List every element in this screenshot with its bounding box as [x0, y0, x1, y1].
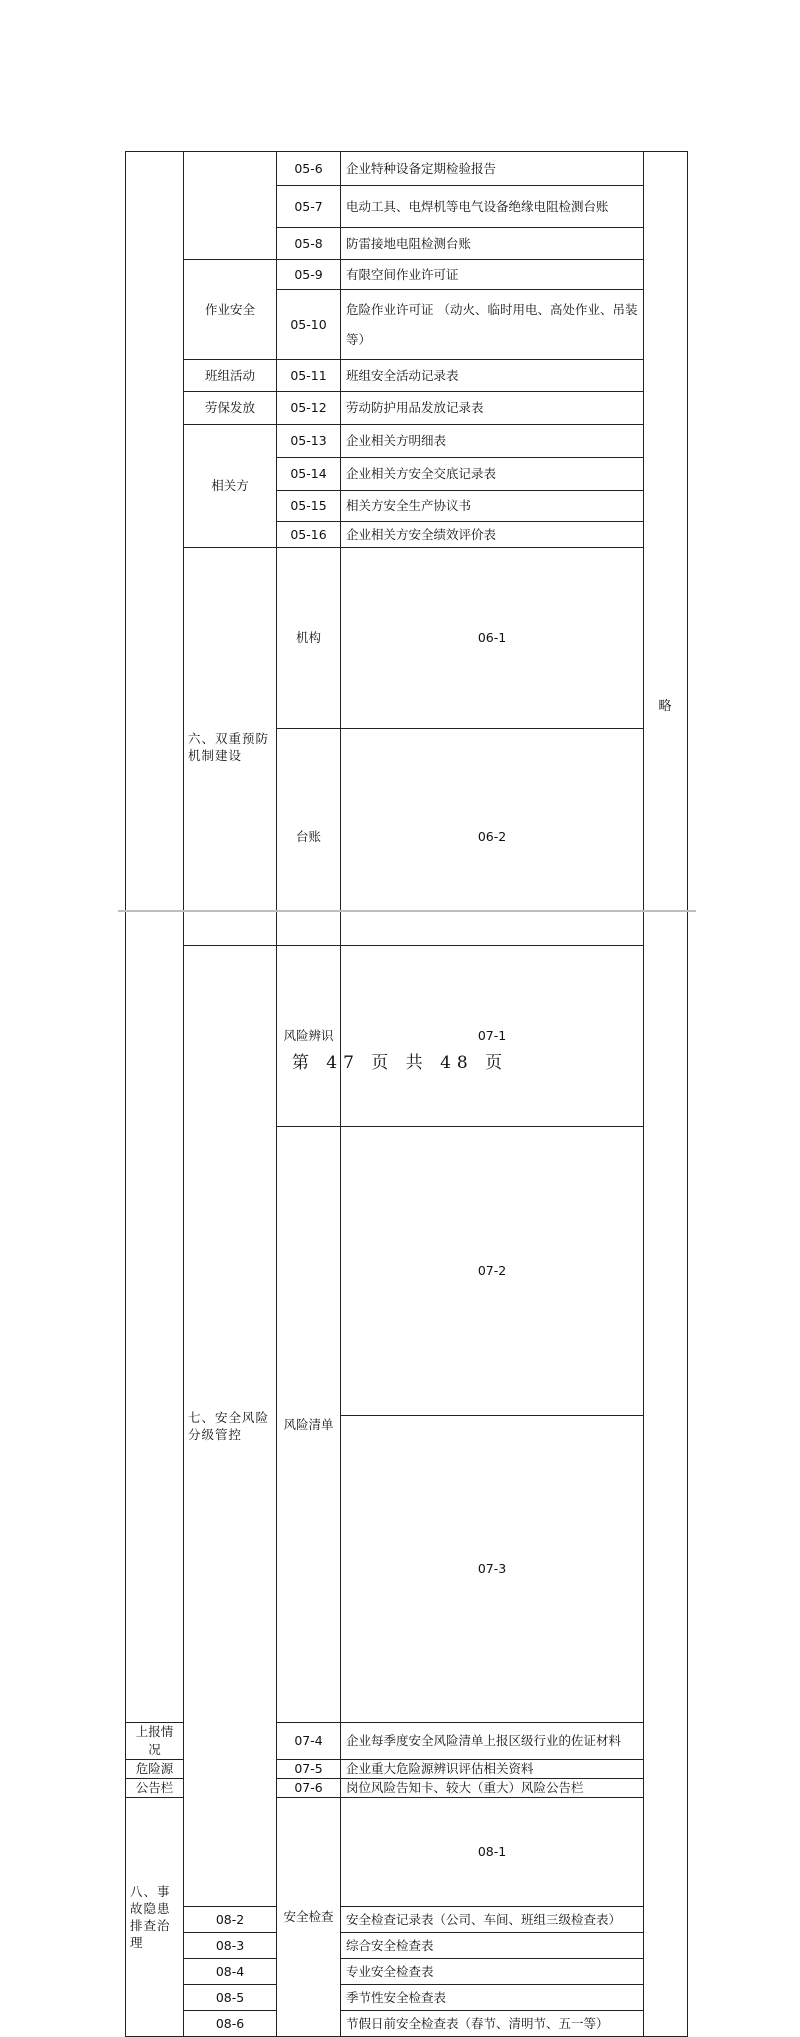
document-table	[125, 151, 688, 2037]
item-name: 危险作业许可证 （动火、临时用电、高处作业、吊装等）	[341, 290, 644, 360]
item-name: 企业相关方安全绩效评价表	[341, 522, 644, 548]
table-row	[126, 152, 688, 186]
item-code: 07-5	[277, 1760, 341, 1779]
item-code: 08-1	[341, 1798, 644, 1907]
subcategory-work-safety: 作业安全	[184, 260, 277, 360]
subcategory-team-activity: 班组活动	[184, 360, 277, 392]
item-code: 05-8	[277, 228, 341, 260]
item-name: 季节性安全检查表	[341, 1985, 644, 2011]
item-name: 劳动防护用品发放记录表	[341, 392, 644, 425]
item-name: 电动工具、电焊机等电气设备绝缘电阻检测台账	[341, 186, 644, 228]
subcategory-ledger: 台账	[277, 729, 341, 946]
item-name: 企业重大危险源辨识评估相关资料	[341, 1760, 644, 1779]
table-row	[126, 548, 688, 729]
item-code: 08-4	[184, 1959, 277, 1985]
subcategory-hazard-source: 危险源	[126, 1760, 184, 1779]
item-code: 05-15	[277, 491, 341, 522]
item-code: 05-12	[277, 392, 341, 425]
subcategory-ppe-issue: 劳保发放	[184, 392, 277, 425]
scan-edge-line	[118, 910, 696, 912]
item-code: 07-3	[341, 1416, 644, 1723]
item-name: 有限空间作业许可证	[341, 260, 644, 290]
item-code: 08-5	[184, 1985, 277, 2011]
item-code: 05-16	[277, 522, 341, 548]
category-dual-prevention: 六、双重预防机制建设	[184, 548, 277, 946]
item-code: 05-11	[277, 360, 341, 392]
note-cell	[644, 152, 688, 2037]
table-row	[126, 2011, 688, 2037]
subcategory-risk-identification: 风险辨识	[277, 946, 341, 1127]
item-name: 企业每季度安全风险清单上报区级行业的佐证材料	[341, 1723, 644, 1760]
item-code: 06-1	[341, 548, 644, 729]
category-hazard-management: 八、事故隐患排查治理	[126, 1798, 184, 2037]
item-code: 07-6	[277, 1779, 341, 1798]
item-code: 07-1	[341, 946, 644, 1127]
item-code: 06-2	[341, 729, 644, 946]
item-code: 07-4	[277, 1723, 341, 1760]
item-code: 07-2	[341, 1127, 644, 1416]
item-name: 相关方安全生产协议书	[341, 491, 644, 522]
note-text: 略	[658, 699, 672, 714]
table-row	[126, 360, 688, 392]
table-row	[126, 425, 688, 458]
table-row	[126, 946, 688, 1127]
table-row	[126, 392, 688, 425]
item-name: 安全检查记录表（公司、车间、班组三级检查表）	[341, 1907, 644, 1933]
item-code: 08-6	[184, 2011, 277, 2037]
subcategory-related-party: 相关方	[184, 425, 277, 548]
item-name: 节假日前安全检查表（春节、清明节、五一等）	[341, 2011, 644, 2037]
category-risk-control: 七、安全风险分级管控	[184, 946, 277, 1907]
item-code: 05-6	[277, 152, 341, 186]
category-cell-continued	[126, 152, 184, 1723]
table-row	[126, 260, 688, 290]
item-name: 企业相关方明细表	[341, 425, 644, 458]
page-number-footer: 第 47 页 共 48 页	[291, 1053, 509, 1073]
subcategory-cell-continued	[184, 152, 277, 260]
item-name: 综合安全检查表	[341, 1933, 644, 1959]
item-name: 企业特种设备定期检验报告	[341, 152, 644, 186]
item-code: 08-3	[184, 1933, 277, 1959]
table-row	[126, 1933, 688, 1959]
subcategory-organization: 机构	[277, 548, 341, 729]
item-code: 08-2	[184, 1907, 277, 1933]
table-row	[126, 1907, 688, 1933]
item-name: 企业相关方安全交底记录表	[341, 458, 644, 491]
item-name: 岗位风险告知卡、较大（重大）风险公告栏	[341, 1779, 644, 1798]
table-row	[126, 1985, 688, 2011]
item-code: 05-13	[277, 425, 341, 458]
item-code: 05-7	[277, 186, 341, 228]
item-name: 防雷接地电阻检测台账	[341, 228, 644, 260]
subcategory-reporting: 上报情况	[126, 1723, 184, 1760]
table-row	[126, 1959, 688, 1985]
item-code: 05-9	[277, 260, 341, 290]
item-code: 05-10	[277, 290, 341, 360]
subcategory-risk-list: 风险清单	[277, 1127, 341, 1723]
item-name: 专业安全检查表	[341, 1959, 644, 1985]
subcategory-bulletin: 公告栏	[126, 1779, 184, 1798]
item-code: 05-14	[277, 458, 341, 491]
subcategory-safety-inspection: 安全检查	[277, 1798, 341, 2037]
item-name: 班组安全活动记录表	[341, 360, 644, 392]
